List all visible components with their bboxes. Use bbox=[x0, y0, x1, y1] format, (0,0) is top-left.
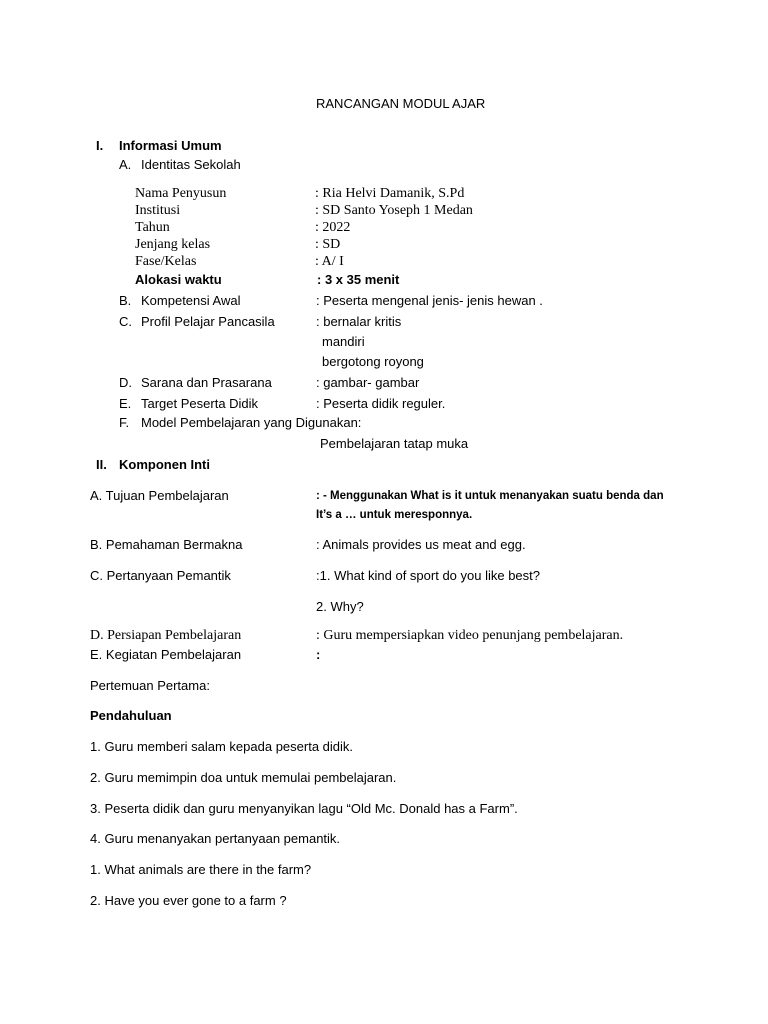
step-item: 1. Guru memberi salam kepada peserta didik. bbox=[90, 739, 354, 754]
pertanyaan-2: 2. Why? bbox=[316, 599, 364, 614]
identity-value: : SD bbox=[315, 237, 341, 252]
section-1-number: I. bbox=[96, 138, 104, 153]
section-1-heading: Informasi Umum bbox=[119, 138, 222, 153]
item-c-label: Profil Pelajar Pancasila bbox=[141, 314, 275, 329]
step-item: 1. What animals are there in the farm? bbox=[90, 862, 312, 877]
item-d-label: Sarana dan Prasarana bbox=[141, 375, 272, 390]
identity-label: Fase/Kelas bbox=[135, 254, 197, 269]
item-f-value: Pembelajaran tatap muka bbox=[320, 436, 469, 451]
identity-value: : A/ I bbox=[315, 254, 344, 269]
persiapan-label: D. Persiapan Pembelajaran bbox=[90, 628, 242, 643]
item-b-value: : Peserta mengenal jenis- jenis hewan . bbox=[316, 293, 543, 308]
identity-label: Jenjang kelas bbox=[135, 237, 211, 252]
identity-label: Institusi bbox=[135, 203, 181, 218]
pertanyaan-1: :1. What kind of sport do you like best? bbox=[316, 568, 541, 583]
alokasi-value: : 3 x 35 menit bbox=[317, 272, 400, 287]
step-item: 2. Guru memimpin doa untuk memulai pembelajaran. bbox=[90, 770, 397, 785]
tujuan-value-line2: It’s a … untuk meresponnya. bbox=[316, 509, 473, 521]
item-f-number: F. bbox=[119, 415, 130, 430]
item-c-extra: mandiri bbox=[322, 334, 365, 349]
step-item: 2. Have you ever gone to a farm ? bbox=[90, 893, 287, 908]
pertemuan-heading: Pertemuan Pertama: bbox=[90, 678, 210, 693]
item-b-number: B. bbox=[119, 293, 132, 308]
section-2-heading: Komponen Inti bbox=[119, 457, 210, 472]
item-e-number: E. bbox=[119, 396, 132, 411]
item-c-extra: bergotong royong bbox=[322, 354, 424, 369]
identity-value: : 2022 bbox=[315, 220, 351, 235]
identity-value: : Ria Helvi Damanik, S.Pd bbox=[315, 186, 465, 201]
kegiatan-value: : bbox=[316, 647, 321, 662]
item-f-label: Model Pembelajaran yang Digunakan: bbox=[141, 415, 362, 430]
item-c-value: : bernalar kritis bbox=[316, 314, 402, 329]
item-e-value: : Peserta didik reguler. bbox=[316, 396, 446, 411]
section-a-heading: Identitas Sekolah bbox=[141, 157, 241, 172]
identity-value: : SD Santo Yoseph 1 Medan bbox=[315, 203, 473, 218]
item-c-number: C. bbox=[119, 314, 132, 329]
alokasi-label: Alokasi waktu bbox=[135, 272, 222, 287]
identity-label: Nama Penyusun bbox=[135, 186, 227, 201]
item-b-label: Kompetensi Awal bbox=[141, 293, 241, 308]
identity-label: Tahun bbox=[135, 220, 170, 235]
step-item: 3. Peserta didik dan guru menyanyikan lagu “Old Mc. Donald has a Farm”. bbox=[90, 801, 518, 816]
pertanyaan-label: C. Pertanyaan Pemantik bbox=[90, 568, 231, 583]
step-item: 4. Guru menanyakan pertanyaan pemantik. bbox=[90, 831, 341, 846]
tujuan-label: A. Tujuan Pembelajaran bbox=[90, 488, 229, 503]
document-title: RANCANGAN MODUL AJAR bbox=[316, 96, 486, 111]
kegiatan-label: E. Kegiatan Pembelajaran bbox=[90, 647, 242, 662]
pemahaman-value: : Animals provides us meat and egg. bbox=[316, 537, 526, 552]
section-a-number: A. bbox=[119, 157, 132, 172]
pemahaman-label: B. Pemahaman Bermakna bbox=[90, 537, 243, 552]
item-e-label: Target Peserta Didik bbox=[141, 396, 259, 411]
item-d-number: D. bbox=[119, 375, 132, 390]
tujuan-value-line1: : - Menggunakan What is it untuk menanyakan suatu benda dan bbox=[316, 490, 664, 502]
section-2-number: II. bbox=[96, 457, 107, 472]
persiapan-value: : Guru mempersiapkan video penunjang pembelajaran. bbox=[316, 628, 624, 643]
item-d-value: : gambar- gambar bbox=[316, 375, 420, 390]
pendahuluan-heading: Pendahuluan bbox=[90, 708, 172, 723]
